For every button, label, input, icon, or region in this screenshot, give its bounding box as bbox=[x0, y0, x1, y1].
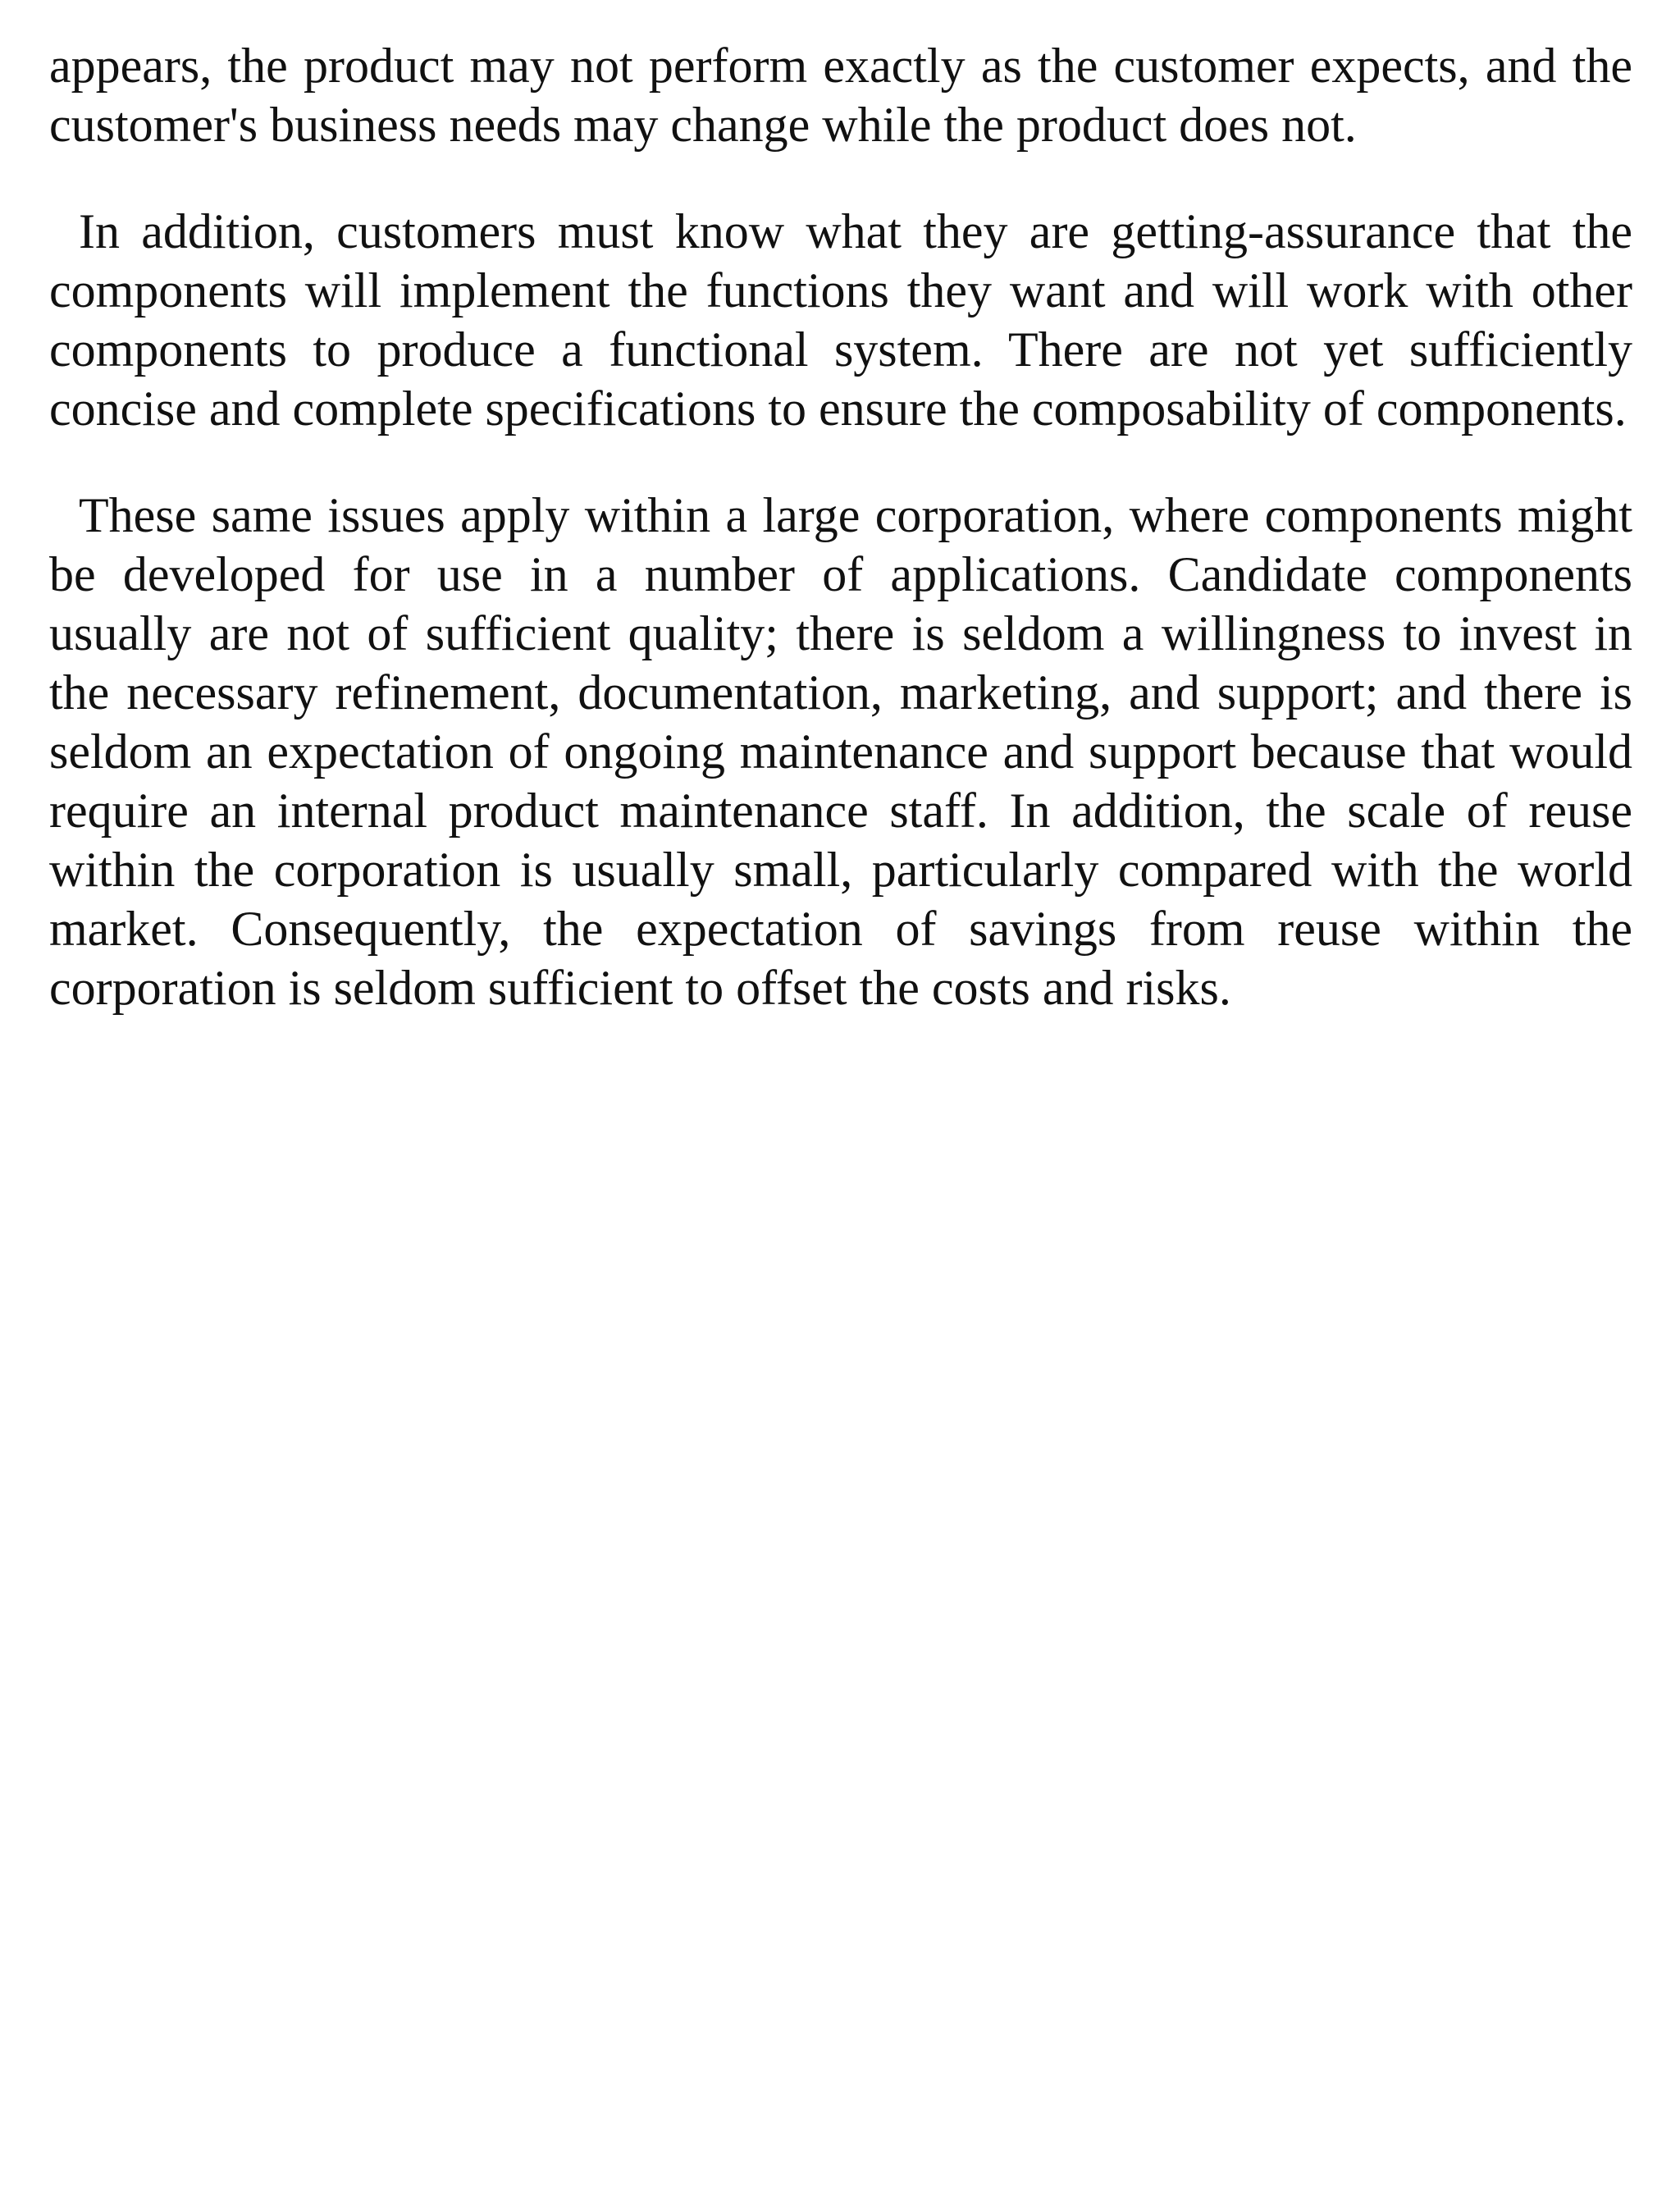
paragraph-continuation: appears, the product may not perform exactly as the customer expects, and the customer's business needs may change while the product does not. bbox=[49, 39, 1632, 152]
paragraph-corporate-reuse: These same issues apply within a large corporation, where components might be developed for use in a number of applications. Candidate components usually are not of sufficient quality; there is seldom a willingness to invest in the necessary refinement, documentation, marketing, and support; and there is seldom an expectation of ongoing maintenance and support because that would require an internal product maintenance staff. In addition, the scale of reuse within the corporation is usually small, particularly compared with the world market. Consequently, the expectation of savings from reuse within the corporation is seldom sufficient to offset the costs and risks. bbox=[49, 488, 1632, 1015]
document-page bbox=[49, 36, 1632, 1065]
paragraph-customer-assurance: In addition, customers must know what they are getting-assurance that the components will implement the functions they want and will work with other components to produce a functional system. There are not yet sufficiently concise and complete specifications to ensure the composability of components. bbox=[49, 204, 1632, 436]
